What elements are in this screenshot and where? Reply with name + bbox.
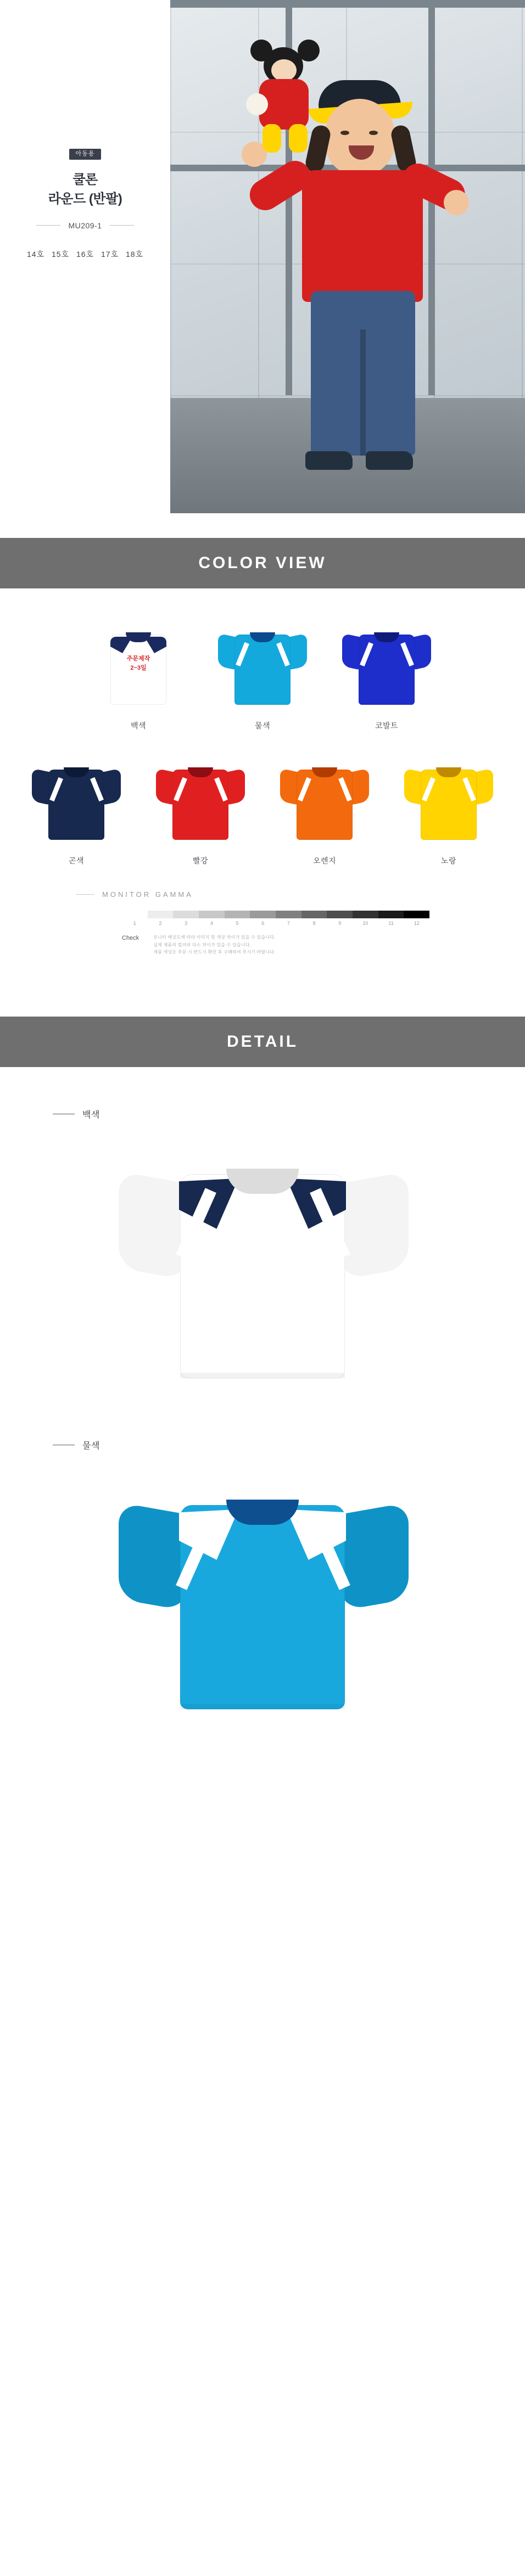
tshirt-hem [180, 1373, 345, 1378]
color-swatch[interactable] [272, 755, 377, 866]
size-option: 14호 [26, 249, 45, 259]
model-shoe-left [305, 451, 353, 470]
product-title-line2: 라운드 (반팔) [48, 191, 122, 206]
monitor-gamma [76, 890, 449, 995]
color-label: 코발트 [375, 721, 399, 730]
monitor-gamma-title-row [76, 890, 449, 899]
color-swatch-row-2 [0, 755, 525, 866]
gamma-number: 11 [388, 921, 394, 926]
color-swatch[interactable] [396, 755, 501, 866]
gamma-note-line: 제품 색상은 주문 시 반드시 확인 후 구매하여 주시기 바랍니다. [153, 950, 276, 955]
detail-color-label: 물색 [82, 1441, 100, 1451]
gamma-swatch [327, 911, 353, 918]
toy-leg-left [262, 124, 281, 153]
color-label: 빨강 [192, 856, 209, 865]
gamma-swatch [225, 911, 250, 918]
tshirt-graphic [340, 620, 433, 714]
color-label: 백색 [130, 721, 147, 730]
gamma-note-line: 모니터 해상도에 따라 이미지 및 색상 차이가 있을 수 있습니다. [153, 935, 276, 940]
model-face [324, 99, 395, 176]
hero-photo [170, 0, 525, 513]
section-title: DETAIL [226, 1032, 299, 1051]
size-option: 17호 [100, 249, 119, 259]
gamma-number: 2 [159, 921, 162, 926]
tshirt-graphic [92, 620, 185, 714]
product-code-row [0, 221, 170, 230]
color-swatch[interactable] [148, 755, 253, 866]
tshirt-graphic [402, 755, 495, 849]
detail-item [0, 1067, 525, 1398]
detail-photo [109, 1471, 416, 1729]
model-figure [236, 33, 467, 505]
gamma-number: 12 [414, 921, 420, 926]
gamma-number: 8 [312, 921, 316, 926]
tshirt-graphic [154, 755, 247, 849]
gamma-swatch [173, 911, 199, 918]
hero-section [0, 0, 525, 538]
tshirt-graphic-large [109, 1471, 416, 1729]
color-label: 곤색 [68, 856, 85, 865]
order-stamp-line2: 2~3일 [130, 664, 147, 671]
size-option: 15호 [51, 249, 70, 259]
tshirt-graphic-large [109, 1140, 416, 1398]
gamma-swatch [122, 911, 148, 918]
size-list [0, 249, 170, 260]
tshirt-sleeve-left [119, 1171, 188, 1280]
gamma-number: 4 [210, 921, 213, 926]
color-swatch[interactable] [210, 620, 315, 731]
tshirt-sleeve-right [339, 1502, 409, 1611]
detail-item-header [53, 1108, 525, 1120]
gamma-number: 3 [185, 921, 188, 926]
divider [76, 894, 94, 895]
wall-frame-top [170, 0, 525, 8]
product-code: MU209-1 [68, 221, 102, 230]
tshirt-graphic [278, 755, 371, 849]
gamma-swatch [353, 911, 378, 918]
gamma-swatch [199, 911, 225, 918]
gamma-swatch [378, 911, 404, 918]
product-badge: 아동용 [69, 149, 102, 160]
color-label: 물색 [254, 721, 271, 730]
tshirt-sleeve-right [339, 1171, 409, 1280]
tshirt-graphic [30, 755, 123, 849]
color-swatch[interactable] [86, 620, 191, 731]
size-option: 16호 [76, 249, 94, 259]
model-pants-seam [360, 329, 366, 456]
color-swatch[interactable] [24, 755, 129, 866]
tshirt-sleeve-left [119, 1502, 188, 1611]
gamma-swatch [404, 911, 429, 918]
order-stamp [92, 654, 185, 672]
page-title [0, 171, 170, 209]
color-label: 노랑 [440, 856, 457, 865]
gamma-scale-bar [122, 911, 429, 918]
gamma-number: 6 [261, 921, 265, 926]
toy-hand [246, 93, 268, 115]
backpack-strap-right [396, 181, 406, 263]
model-shoe-right [366, 451, 413, 470]
gamma-number: 5 [236, 921, 239, 926]
detail-section [0, 1067, 525, 1762]
color-label: 오렌지 [312, 856, 337, 865]
gamma-swatch [250, 911, 276, 918]
model-eye-right [369, 131, 378, 135]
monitor-gamma-title: MONITOR GAMMA [102, 890, 193, 899]
gamma-number: 10 [362, 921, 368, 926]
gamma-number: 7 [287, 921, 290, 926]
product-title-line1: 쿨론 [72, 172, 98, 187]
gamma-number: 1 [133, 921, 136, 926]
gamma-note-line: 실제 제품의 컬러와 다소 차이가 있을 수 있습니다. [153, 942, 252, 947]
gamma-swatch [301, 911, 327, 918]
section-title: COLOR VIEW [198, 554, 327, 572]
toy-face [271, 59, 297, 81]
size-option: 18호 [125, 249, 144, 259]
gamma-number: 9 [338, 921, 342, 926]
gamma-note-lines [153, 934, 275, 956]
tshirt-hem [180, 1704, 345, 1709]
color-swatch-row-1 [0, 620, 525, 731]
toy-figure [245, 47, 327, 151]
gamma-swatch [276, 911, 301, 918]
gamma-check-label: Check [122, 935, 139, 941]
detail-item [0, 1398, 525, 1729]
color-swatch[interactable] [334, 620, 439, 731]
gamma-scale-numbers [122, 921, 429, 926]
product-info [0, 148, 170, 260]
order-stamp-line1: 주문제작 [126, 655, 150, 662]
section-header-detail [0, 1017, 525, 1067]
detail-item-header [53, 1439, 525, 1451]
color-view-section [0, 588, 525, 1017]
divider-right [110, 225, 134, 226]
tshirt-graphic [216, 620, 309, 714]
detail-photo [109, 1140, 416, 1398]
model-eye-left [340, 131, 349, 135]
toy-leg-right [289, 124, 308, 153]
gamma-note [122, 934, 449, 956]
divider-left [36, 225, 60, 226]
gamma-swatch [148, 911, 174, 918]
section-header-color-view [0, 538, 525, 588]
backpack-strap-left [319, 181, 328, 263]
detail-color-label: 백색 [82, 1110, 100, 1120]
model-hand-right [444, 190, 469, 215]
